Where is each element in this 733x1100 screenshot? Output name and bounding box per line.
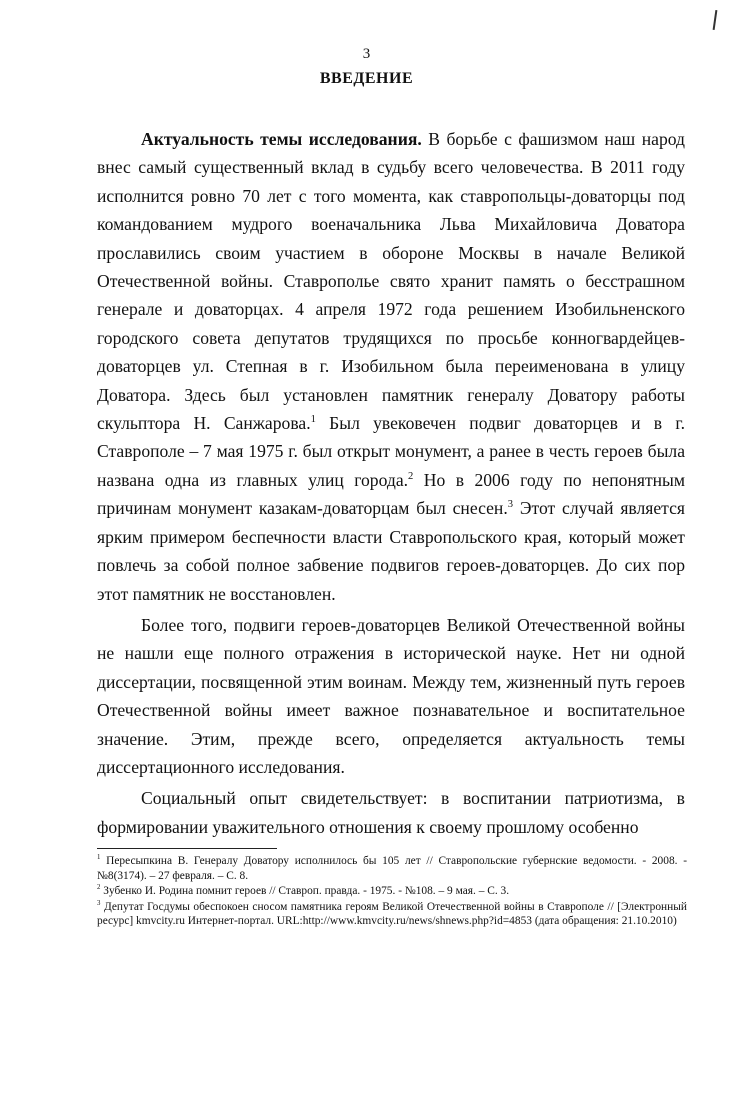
paragraph-research-gap: Более того, подвиги героев-доваторцев Великой Отечественной войны не нашли еще полного отражения в исторической науке. Нет ни одной диссертации, посвященной этим воинам. Между тем, жизненный путь героев Отечественной войны имеет важное познавательное и воспитательное значение. Этим, прежде всего, определяется актуальность темы диссертационного исследования. <box>97 614 685 777</box>
page-number: 3 <box>362 46 371 62</box>
paragraph-relevance <box>97 125 685 608</box>
paragraph-text: Этот случай является ярким примером беспечности власти Ставропольского края, который может повлечь за собой полное забвение подвигов героев-доваторцев. До сих пор этот памятник не восстановлен. <box>97 498 685 604</box>
paragraph-text: Был увековечен подвиг доваторцев и в г. Ставрополе – 7 мая 1975 г. был открыт монумент, а ранее в честь героев была названа одна из главных улиц города. <box>97 413 685 490</box>
footnote-ref: 1 <box>310 414 316 426</box>
footnote-ref: 3 <box>507 499 514 511</box>
body-text <box>97 125 685 844</box>
footnote-item <box>97 900 687 929</box>
footnote-ref: 2 <box>408 471 414 483</box>
footnotes <box>97 854 687 930</box>
footnote-item <box>97 854 687 883</box>
footnote-item <box>97 884 687 899</box>
paragraph-social-experience: Социальный опыт свидетельствует: в воспитании патриотизма, в формировании уважительного отношения к своему прошлому особенно <box>97 788 685 837</box>
footnote-text: Зубенко И. Родина помнит героев // Ставроп. правда. - 1975. - №108. – 9 мая. – С. 3. <box>100 885 510 898</box>
footnote-number: 1 <box>97 854 101 862</box>
page-title: ВВЕДЕНИЕ <box>319 70 414 87</box>
footnote-number: 3 <box>97 899 101 907</box>
paragraph-text: Но в 2006 году по непонятным причинам монумент казакам-доваторцам был снесен. <box>97 469 686 519</box>
footnote-text: Пересыпкина В. Генералу Доватору исполнилось бы 105 лет // Ставропольские губернские ведомости. - 2008. - №8(3174). – 27 февраля. – С. 8. <box>97 855 687 882</box>
footnote-text: Депутат Госдумы обеспокоен сносом памятника героям Великой Отечественной войны в Ставрополе // [Электронный ресурс] kmvcity.ru Интернет-портал. URL:http://www.kmvcity.ru/news/shnews.php?id=4853 (дата обращения: 21.10.2010) <box>97 900 687 928</box>
footnote-number: 2 <box>97 884 101 892</box>
scan-artifact-mark <box>713 10 718 30</box>
paragraph-lead: Актуальность темы исследования. <box>141 129 422 149</box>
footnote-separator <box>97 848 277 849</box>
paragraph-text: В борьбе с фашизмом наш народ внес самый существенный вклад в судьбу всего человечества. В 2011 году исполнится ровно 70 лет с того момента, как ставропольцы-доваторцы под командованием мудрого военачальника Льва Михайловича Доватора прославились своим участием в обороне Москвы в начале Великой Отечественной войны. Ставрополье свято хранит память о бесстрашном генерале и доваторцах. 4 апреля 1972 года решением Изобильненского городского совета депутатов трудящихся по просьбе конногвардейцев-доваторцев ул. Степная в г. Изобильном была переименована в улицу Доватора. Здесь был установлен памятник генералу Доватору работы скульптора Н. Санжарова. <box>97 129 685 434</box>
